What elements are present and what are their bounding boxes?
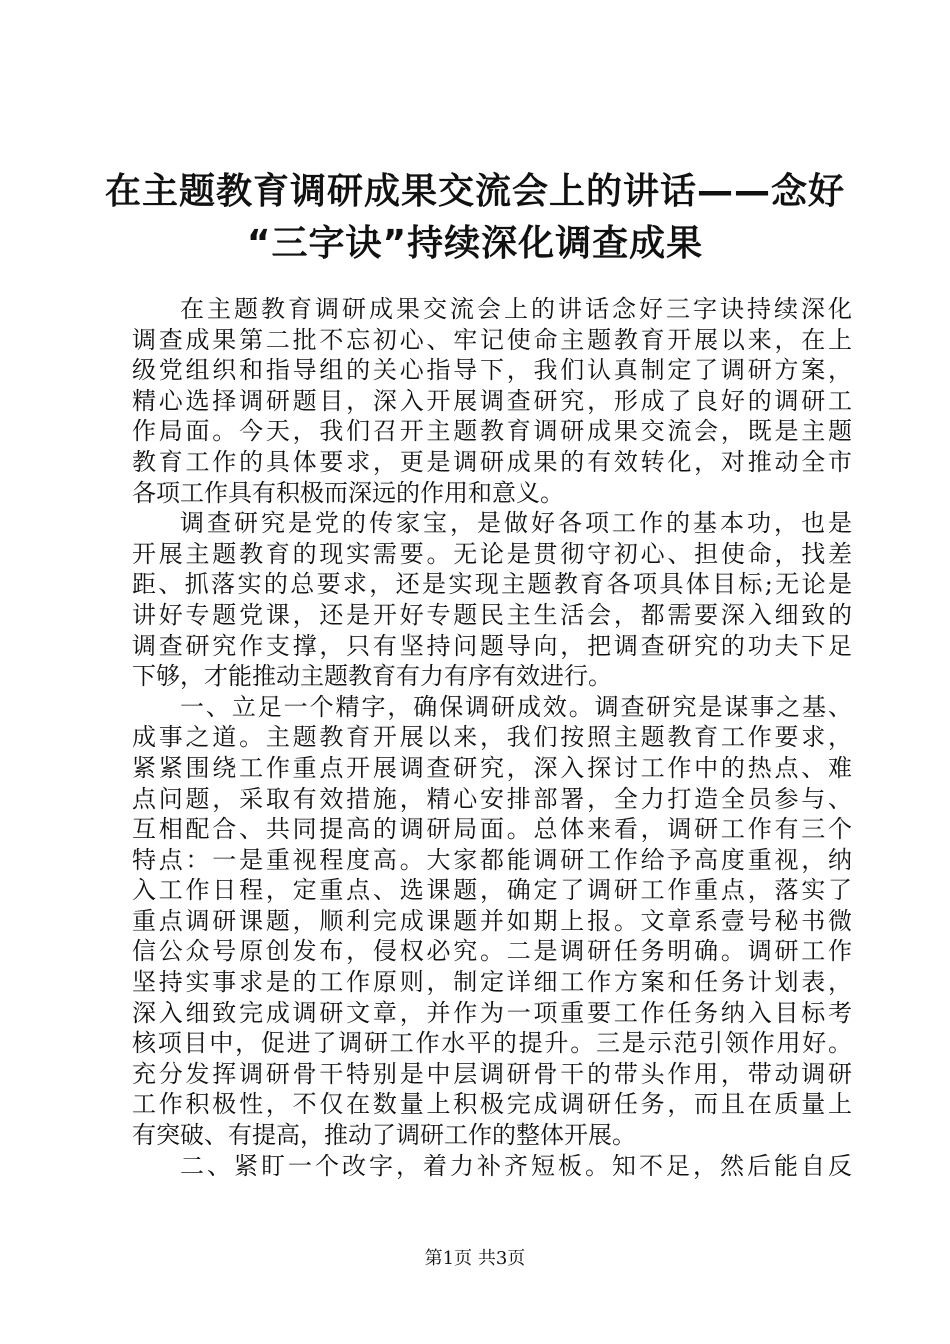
paragraph-line: 开展主题教育的现实需要。无论是贯彻守初心、担使命，找差 (132, 539, 852, 568)
paragraph-line: 级党组织和指导组的关心指导下，我们认真制定了调研方案， (132, 356, 852, 385)
paragraph-line: 调查成果第二批不忘初心、牢记使命主题教育开展以来，在上 (132, 325, 852, 354)
paragraph-line: 特点：一是重视程度高。大家都能调研工作给予高度重视，纳 (132, 845, 852, 874)
paragraph-line: 一、立足一个精字，确保调研成效。调查研究是谋事之基、 (180, 692, 852, 721)
paragraph-line: 有突破、有提高，推动了调研工作的整体开展。 (132, 1121, 636, 1150)
paragraph-line: 深入细致完成调研文章，并作为一项重要工作任务纳入目标考 (132, 998, 852, 1027)
paragraph-line: 工作积极性，不仅在数量上积极完成调研任务，而且在质量上 (132, 1090, 852, 1119)
page-number-footer: 第1页 共3页 (424, 1248, 526, 1269)
paragraph-line: 坚持实事求是的工作原则，制定详细工作方案和任务计划表， (132, 968, 852, 997)
paragraph-line: 各项工作具有积极而深远的作用和意义。 (132, 478, 564, 507)
paragraph-line: 点问题，采取有效措施，精心安排部署，全力打造全员参与、 (132, 784, 852, 813)
paragraph-line: 充分发挥调研骨干特别是中层调研骨干的带头作用，带动调研 (132, 1059, 852, 1088)
paragraph-line: 重点调研课题，顺利完成课题并如期上报。文章系壹号秘书微 (132, 906, 852, 935)
paragraph-line: 成事之道。主题教育开展以来，我们按照主题教育工作要求， (132, 723, 852, 752)
paragraph-line: 互相配合、共同提高的调研局面。总体来看，调研工作有三个 (132, 815, 852, 844)
paragraph-line: 作局面。今天，我们召开主题教育调研成果交流会，既是主题 (132, 417, 852, 446)
paragraph-line: 教育工作的具体要求，更是调研成果的有效转化，对推动全市 (132, 447, 852, 476)
paragraph-line: 调查研究作支撑，只有坚持问题导向，把调查研究的功夫下足 (132, 631, 852, 660)
paragraph-line: 二、紧盯一个改字，着力补齐短板。知不足，然后能自反 (180, 1151, 852, 1180)
paragraph-line: 在主题教育调研成果交流会上的讲话念好三字诀持续深化 (180, 295, 852, 323)
document-body (132, 294, 852, 1181)
paragraph-line: 距、抓落实的总要求，还是实现主题教育各项具体目标;无论是 (132, 570, 852, 599)
paragraph-line: 核项目中，促进了调研工作水平的提升。三是示范引领作用好。 (132, 1029, 852, 1058)
paragraph-line: 讲好专题党课，还是开好专题民主生活会，都需要深入细致的 (132, 600, 852, 629)
paragraph-line: 入工作日程，定重点、选课题，确定了调研工作重点，落实了 (132, 876, 852, 905)
paragraph-line: 调查研究是党的传家宝，是做好各项工作的基本功，也是 (180, 509, 852, 538)
document-title-line-2: “三字诀”持续深化调查成果 (246, 223, 704, 264)
document-title-line-1: 在主题教育调研成果交流会上的讲话——念好 (104, 171, 845, 212)
paragraph-line: 精心选择调研题目，深入开展调查研究，形成了良好的调研工 (132, 386, 852, 415)
paragraph-line: 紧紧围绕工作重点开展调查研究，深入探讨工作中的热点、难 (132, 753, 852, 782)
paragraph-line: 下够，才能推动主题教育有力有序有效进行。 (132, 662, 612, 691)
paragraph-line: 信公众号原创发布，侵权必究。二是调研任务明确。调研工作 (132, 937, 852, 966)
